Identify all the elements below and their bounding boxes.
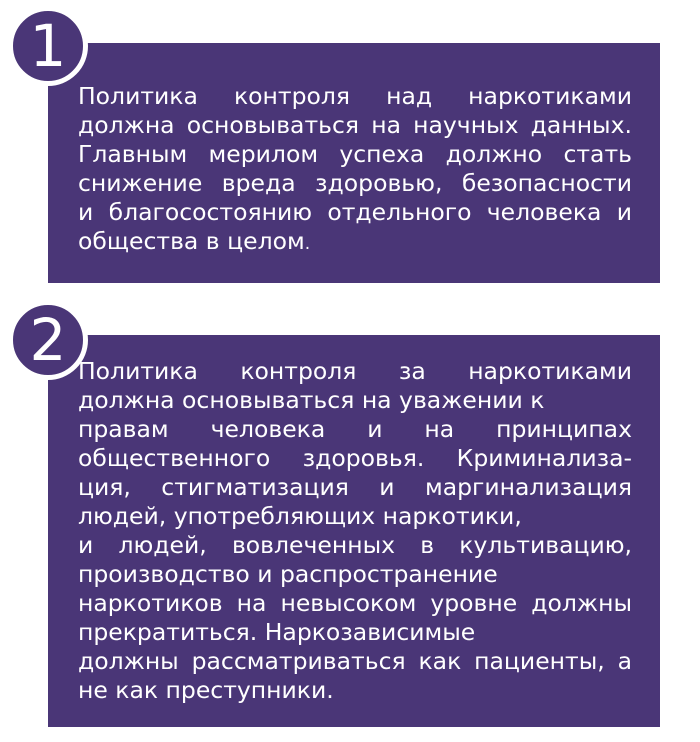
text-line: должны рассматриваться как пациенты, а [78, 647, 632, 675]
text-line: наркотиков на невысоком уровне должны [78, 589, 632, 617]
text-line: производство и распространение [78, 560, 498, 588]
principle-text-2 [78, 357, 632, 705]
text-line: должна основываться на научных данных. [78, 111, 632, 139]
trailing-period: . [304, 234, 311, 254]
text-line: правам человека и на принципах [78, 415, 632, 443]
text-line: Политика контроля за наркотиками [78, 357, 632, 385]
principle-card-2 [48, 335, 660, 727]
text-line: людей, употребляющих наркотики, [78, 502, 522, 530]
principle-card-1 [48, 43, 660, 283]
text-line-last [78, 227, 632, 259]
number-badge-1: 1 [8, 6, 88, 86]
number-badge-2: 2 [8, 300, 88, 380]
text-line: должна основываться на уважении к [78, 386, 545, 414]
text-line: прекратиться. Наркозависимые [78, 618, 476, 646]
text-line: и благосостоянию отдельного человека и [78, 198, 632, 226]
text-line: Главным мерилом успеха должно стать [78, 140, 632, 168]
text-line: снижение вреда здоровью, безопасности [78, 169, 632, 197]
text-line: общественного здоровья. Криминализа- [78, 444, 632, 472]
text-line: не как преступники. [78, 676, 334, 704]
text-line: ция, стигматизация и маргинализация [78, 473, 632, 501]
text-line: общества в целом [78, 227, 305, 255]
principle-text-1 [78, 82, 632, 259]
text-line: и людей, вовлеченных в культивацию, [78, 531, 632, 559]
text-line: Политика контроля над наркотиками [78, 82, 632, 110]
